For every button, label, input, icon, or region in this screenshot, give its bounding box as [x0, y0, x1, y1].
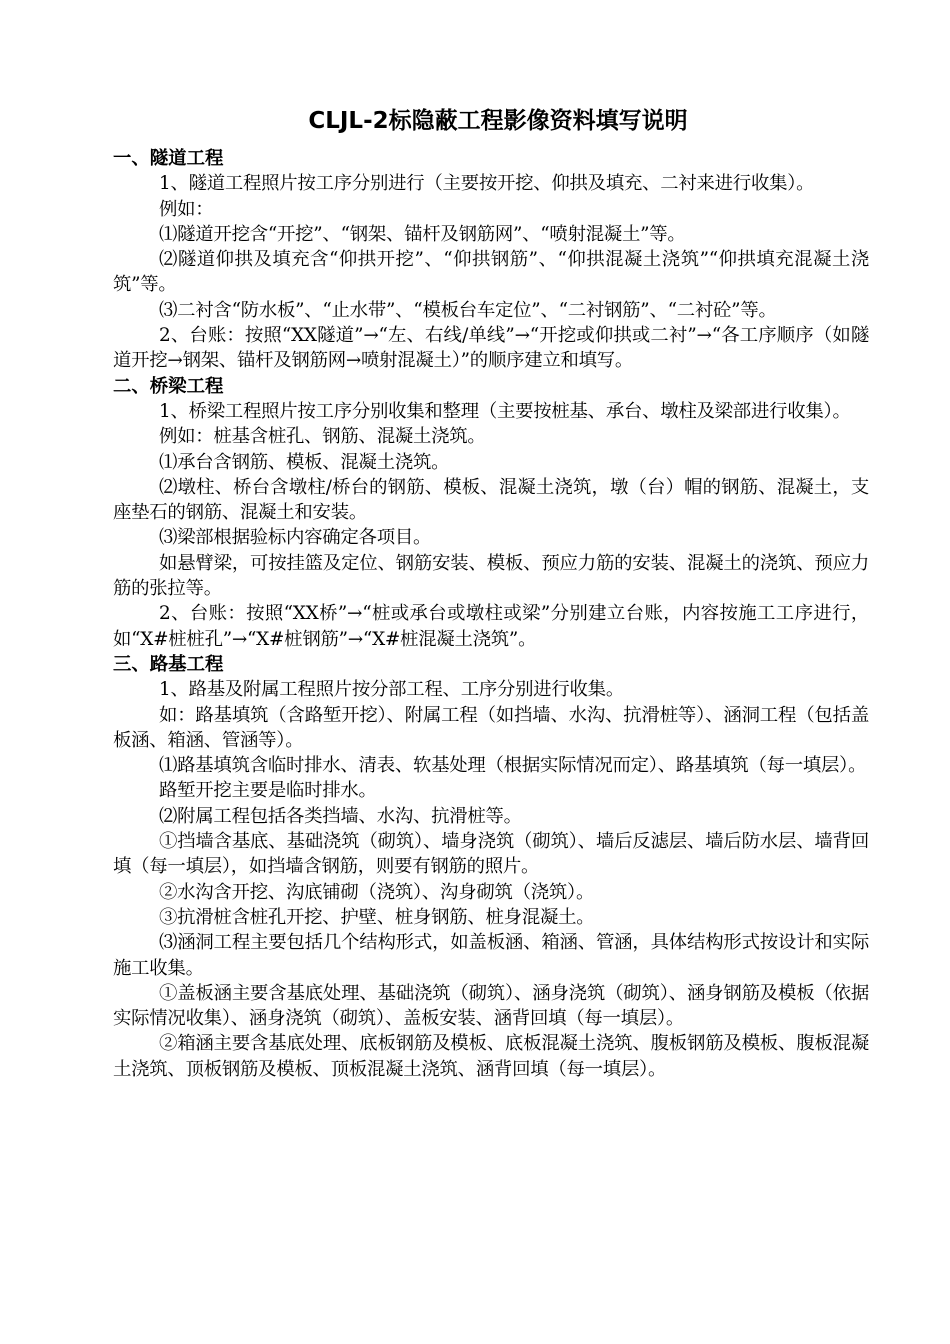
paragraph: 2、台账：按照“XX隧道”→“左、右线/单线”→“开挖或仰拱或二衬”→“各工序顺序（如隧道开挖→钢架、锚杆及钢筋网→喷射混凝土）”的顺序建立和填写。	[113, 325, 869, 372]
paragraph: 如：路基填筑（含路堑开挖）、附属工程（如挡墙、水沟、抗滑桩等）、涵洞工程（包括盖板涵、箱涵、管涵等）。	[113, 704, 869, 751]
paragraph: 路堑开挖主要是临时排水。	[159, 780, 377, 802]
paragraph: ⑴承台含钢筋、模板、混凝土浇筑。	[159, 451, 450, 473]
paragraph: 1、隧道工程照片按工序分别进行（主要按开挖、仰拱及填充、二衬来进行收集）。	[159, 173, 815, 195]
paragraph: ③抗滑桩含桩孔开挖、护壁、桩身钢筋、桩身混凝土。	[159, 906, 595, 928]
section-heading-bridge: 二、桥梁工程	[113, 375, 224, 397]
paragraph: 1、桥梁工程照片按工序分别收集和整理（主要按桩基、承台、墩柱及梁部进行收集）。	[159, 400, 851, 422]
paragraph: ⑵隧道仰拱及填充含“仰拱开挖”、“仰拱钢筋”、“仰拱混凝土浇筑”“仰拱填充混凝土浇筑”等。	[113, 249, 869, 296]
document-title: CLJL-2标隐蔽工程影像资料填写说明	[308, 108, 688, 134]
paragraph: 2、台账：按照“XX桥”→“桩或承台或墩柱或梁”分别建立台账，内容按施工工序进行，如“X#桩桩孔”→“X#桩钢筋”→“X#桩混凝土浇筑”。	[113, 603, 869, 650]
paragraph: ⑵附属工程包括各类挡墙、水沟、抗滑桩等。	[159, 805, 522, 827]
paragraph: ⑴隧道开挖含“开挖”、“钢架、锚杆及钢筋网”、“喷射混凝土”等。	[159, 223, 686, 245]
section-heading-subgrade: 三、路基工程	[113, 653, 224, 675]
document-page	[113, 104, 869, 1082]
paragraph: ⑵墩柱、桥台含墩柱/桥台的钢筋、模板、混凝土浇筑，墩（台）帽的钢筋、混凝土，支座垫石的钢筋、混凝土和安装。	[113, 476, 869, 524]
paragraph: ①盖板涵主要含基底处理、基础浇筑（砌筑）、涵身浇筑（砌筑）、涵身钢筋及模板（依据实际情况收集）、涵身浇筑（砌筑）、盖板安装、涵背回填（每一填层）。	[113, 982, 869, 1030]
document-body	[113, 146, 869, 1082]
paragraph: 例如：桩基含桩孔、钢筋、混凝土浇筑。	[159, 426, 486, 448]
paragraph: 如悬臂梁，可按挂篮及定位、钢筋安装、模板、预应力筋的安装、混凝土的浇筑、预应力筋的张拉等。	[113, 552, 869, 600]
paragraph: ⑶涵洞工程主要包括几个结构形式，如盖板涵、箱涵、管涵，具体结构形式按设计和实际施工收集。	[113, 932, 869, 979]
paragraph: ⑶二衬含“防水板”、“止水带”、“模板台车定位”、“二衬钢筋”、“二衬砼”等。	[159, 299, 777, 321]
paragraph: ②箱涵主要含基底处理、底板钢筋及模板、底板混凝土浇筑、腹板钢筋及模板、腹板混凝土浇筑、顶板钢筋及模板、顶板混凝土浇筑、涵背回填（每一填层）。	[113, 1033, 869, 1080]
section-heading-tunnel: 一、隧道工程	[113, 148, 224, 169]
paragraph: 1、路基及附属工程照片按分部工程、工序分别进行收集。	[159, 679, 624, 701]
paragraph: 例如：	[159, 198, 214, 220]
paragraph: ⑴路基填筑含临时排水、清表、软基处理（根据实际情况而定）、路基填筑（每一填层）。	[159, 755, 867, 777]
paragraph: ⑶梁部根据验标内容确定各项目。	[159, 527, 432, 549]
paragraph: ①挡墙含基底、基础浇筑（砌筑）、墙身浇筑（砌筑）、墙后反滤层、墙后防水层、墙背回填（每一填层），如挡墙含钢筋，则要有钢筋的照片。	[113, 831, 869, 878]
paragraph: ②水沟含开挖、沟底铺砌（浇筑）、沟身砌筑（浇筑）。	[159, 881, 595, 903]
